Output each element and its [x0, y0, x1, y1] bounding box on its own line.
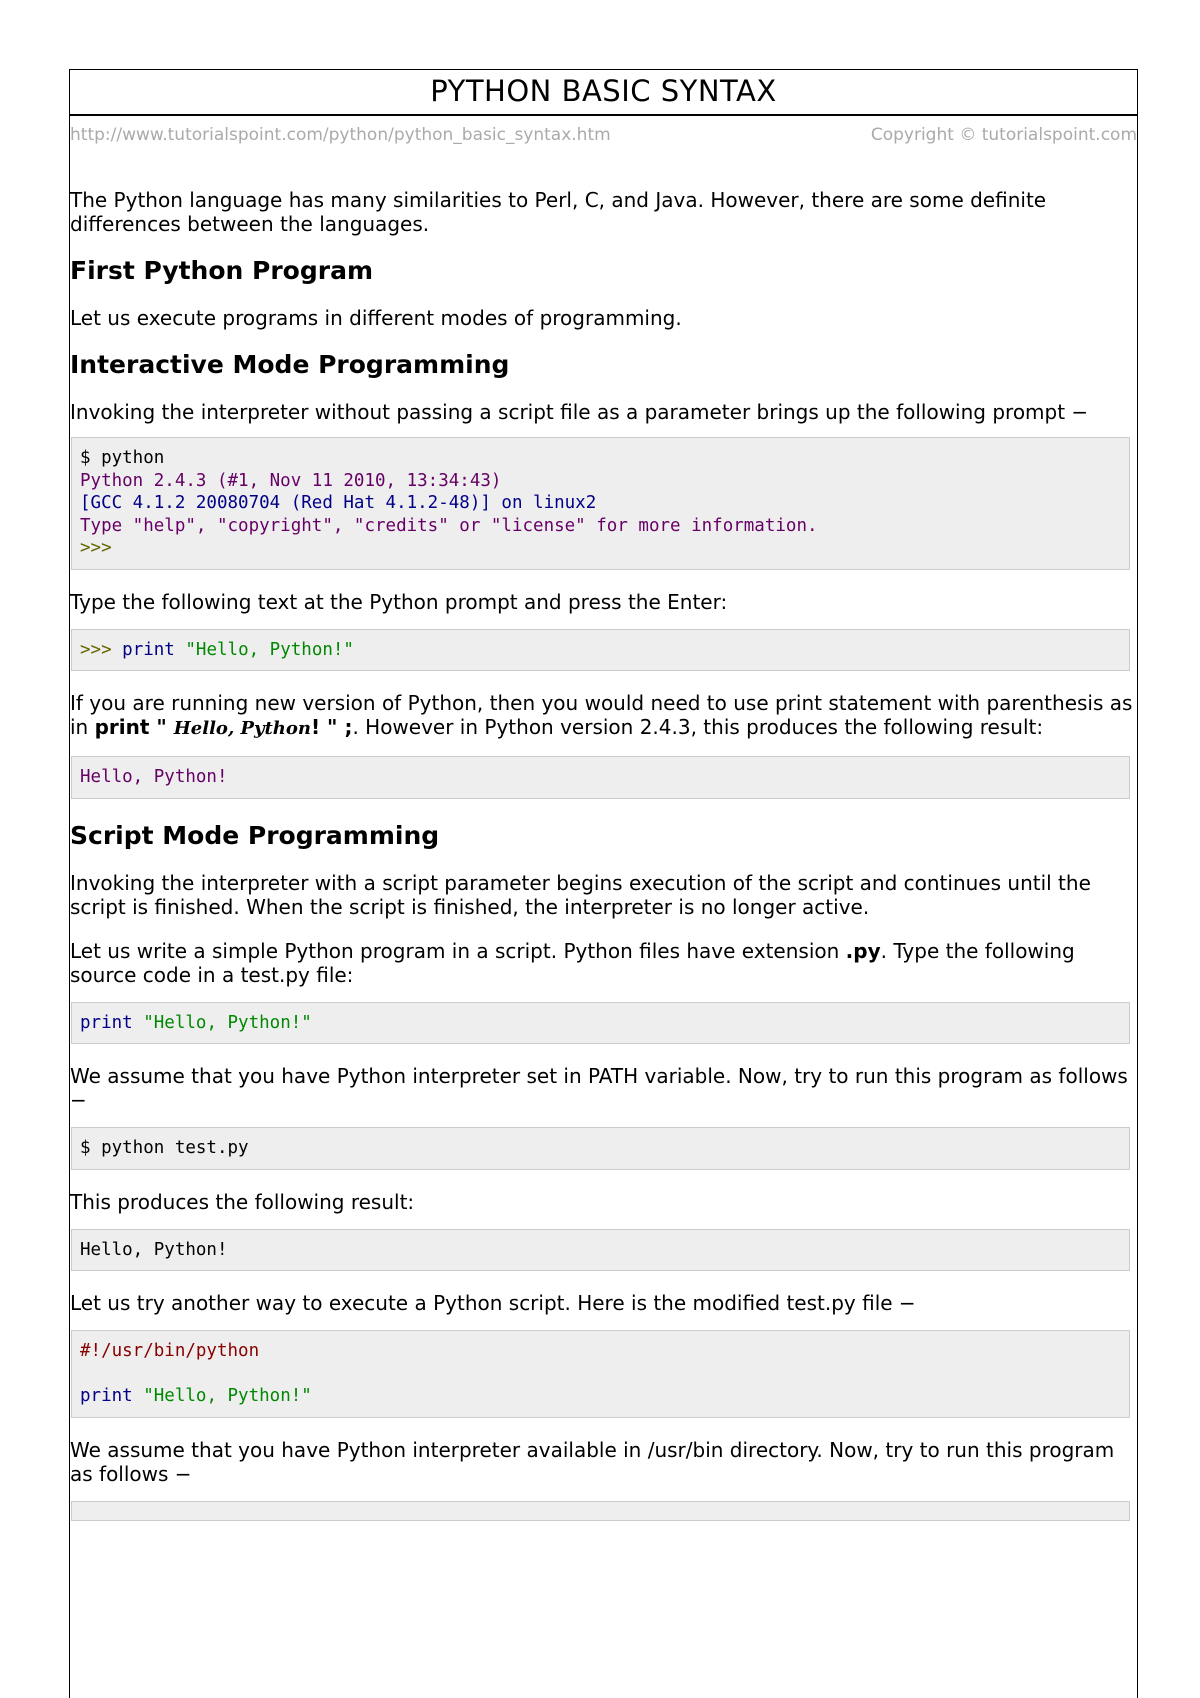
- code-line: [GCC 4.1.2 20080704 (Red Hat 4.1.2-48)] on linux2: [80, 493, 597, 513]
- code-block-output: [71, 1229, 1130, 1272]
- code-output: Hello, Python!: [80, 767, 228, 787]
- quote-text: ": [149, 715, 174, 739]
- code-line: Python 2.4.3 (#1, Nov 11 2010, 13:34:43): [80, 470, 502, 491]
- code-string: "Hello, Python!": [143, 1386, 312, 1406]
- code-line: Type "help", "copyright", "credits" or "license" for more information.: [80, 515, 818, 536]
- assume-bin-paragraph: We assume that you have Python interpreter available in /usr/bin directory. Now, try to run this program as follows −: [70, 1437, 1115, 1486]
- text-run: . Type the following source code in a test.py file:: [70, 938, 1075, 987]
- first-program-paragraph: Let us execute programs in different modes of programming.: [70, 306, 682, 330]
- article-body: [70, 188, 1137, 1521]
- code-string: "Hello, Python!": [143, 1012, 312, 1033]
- quote-text: ! ": [310, 715, 345, 739]
- code-command: $ python test.py: [80, 1138, 249, 1158]
- intro-paragraph: The Python language has many similarities to Perl, C, and Java. However, there are some definite differences between the languages.: [70, 188, 1047, 236]
- source-url[interactable]: http://www.tutorialspoint.com/python/python_basic_syntax.htm: [70, 125, 611, 145]
- script-paragraph-1: Invoking the interpreter with a script parameter begins execution of the script and continues until the script is finished. When the script is finished, the interpreter is no longer active.: [70, 870, 1091, 919]
- produces-paragraph: This produces the following result:: [70, 1189, 415, 1214]
- code-line: >>>: [80, 538, 112, 558]
- code-block-result: [71, 756, 1130, 799]
- code-keyword: print: [80, 1012, 133, 1033]
- page-title: PYTHON BASIC SYNTAX: [70, 70, 1137, 116]
- script-paragraph-2: [70, 939, 1137, 987]
- type-paragraph: Type the following text at the Python prompt and press the Enter:: [70, 589, 728, 614]
- code-block-interactive: [71, 437, 1130, 570]
- code-line: $ python: [80, 448, 165, 468]
- text-run: If you are running new version of Python, then you would need to use print statement with parenthesis as in: [70, 691, 1133, 739]
- code-block-script: [71, 1002, 1130, 1045]
- document-page: [69, 69, 1138, 1698]
- emphasis-text: Hello, Python: [173, 718, 311, 739]
- copyright-notice: Copyright © tutorialspoint.com: [870, 125, 1137, 145]
- heading-first-program: First Python Program: [70, 256, 373, 285]
- semicolon-text: ;: [344, 715, 353, 739]
- code-prompt: >>>: [80, 639, 112, 660]
- code-string: "Hello, Python!": [185, 639, 354, 660]
- assume-path-paragraph: We assume that you have Python interpreter set in PATH variable. Now, try to run this program as follows −: [70, 1064, 1128, 1112]
- heading-interactive-mode: Interactive Mode Programming: [70, 350, 510, 379]
- heading-script-mode: Script Mode Programming: [70, 820, 440, 850]
- code-block-shebang: [71, 1330, 1130, 1418]
- new-version-paragraph: [70, 691, 1137, 741]
- another-way-paragraph: Let us try another way to execute a Python script. Here is the modified test.py file −: [70, 1291, 916, 1315]
- text-run: Let us write a simple Python program in a script. Python files have extension: [70, 938, 846, 963]
- invoke-paragraph: Invoking the interpreter without passing a script file as a parameter brings up the following prompt −: [70, 400, 1089, 424]
- code-comment: #!/usr/bin/python: [80, 1341, 260, 1361]
- bold-text: .py: [845, 938, 881, 963]
- page-meta: [70, 120, 1137, 150]
- code-block-print: [71, 629, 1130, 672]
- code-output: Hello, Python!: [80, 1239, 228, 1260]
- code-keyword: print: [122, 639, 175, 660]
- text-run: . However in Python version 2.4.3, this produces the following result:: [352, 715, 1044, 739]
- bold-text: print: [94, 715, 150, 739]
- code-keyword: print: [80, 1386, 133, 1406]
- code-block-continued: [71, 1501, 1130, 1521]
- code-block-run: [71, 1127, 1130, 1170]
